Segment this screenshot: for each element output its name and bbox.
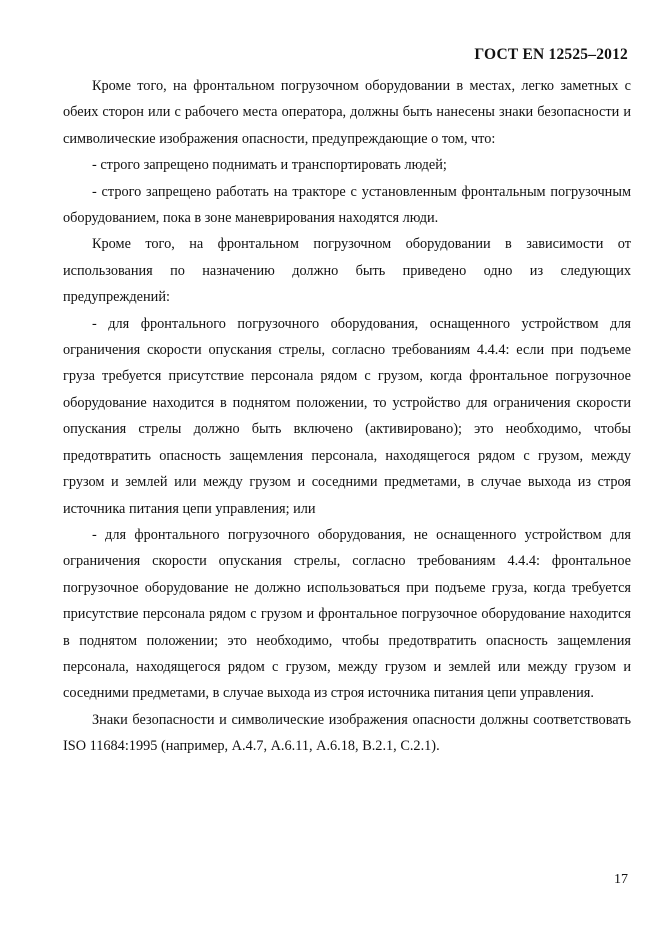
- page-number: 17: [614, 872, 628, 887]
- standard-code-header: ГОСТ EN 12525–2012: [474, 46, 628, 63]
- body-text: [63, 73, 631, 760]
- list-item-with-speed-limiter: - для фронтального погрузочного оборудования, оснащенного устройством для ограничения скорости опускания стрелы, согласно требованиям 4.4.4: если при подъеме груза требуется присутствие персонала рядом с грузом, когда фронтальное погрузочное оборудование находится в поднятом положении, то устройство для ограничения скорости опускания стрелы должно быть включено (активировано); это необходимо, чтобы предотвратить опасность защемления персонала, находящегося рядом с грузом, между грузом и землей или между грузом и соседними предметами, в случае выхода из строя источника питания цепи управления; или: [63, 315, 631, 517]
- paragraph-warnings-intro: Кроме того, на фронтальном погрузочном оборудовании в зависимости от использования по назначению должно быть приведено одно из следующих предупреждений:: [63, 236, 631, 306]
- list-item-no-people-in-zone: - строго запрещено работать на тракторе с установленным фронтальным погрузочным оборудованием, пока в зоне маневрирования находятся люди.: [63, 183, 631, 227]
- list-item-no-lifting-people: - строго запрещено поднимать и транспортировать людей;: [92, 157, 447, 174]
- paragraph-iso-reference: Знаки безопасности и символические изображения опасности должны соответствовать ISO 11684:1995 (например, А.4.7, А.6.11, А.6.18, В.2.1, С.2.1).: [63, 711, 631, 755]
- paragraph-intro-safety-signs: Кроме того, на фронтальном погрузочном оборудовании в местах, легко заметных с обеих сторон или с рабочего места оператора, должны быть нанесены знаки безопасности и символические изображения опасности, предупреждающие о том, что:: [63, 78, 631, 147]
- list-item-without-speed-limiter: - для фронтального погрузочного оборудования, не оснащенного устройством для ограничения скорости опускания стрелы, согласно требованиям 4.4.4: фронтальное погрузочное оборудование не должно использоваться при подъеме груза, когда требуется присутствие персонала рядом с грузом и фронтальное погрузочное оборудование находится в поднятом положении; это необходимо, чтобы предотвратить опасность защемления персонала, находящегося рядом с грузом, между грузом и землей или между грузом и соседними предметами, в случае выхода из строя источника питания цепи управления.: [63, 526, 631, 702]
